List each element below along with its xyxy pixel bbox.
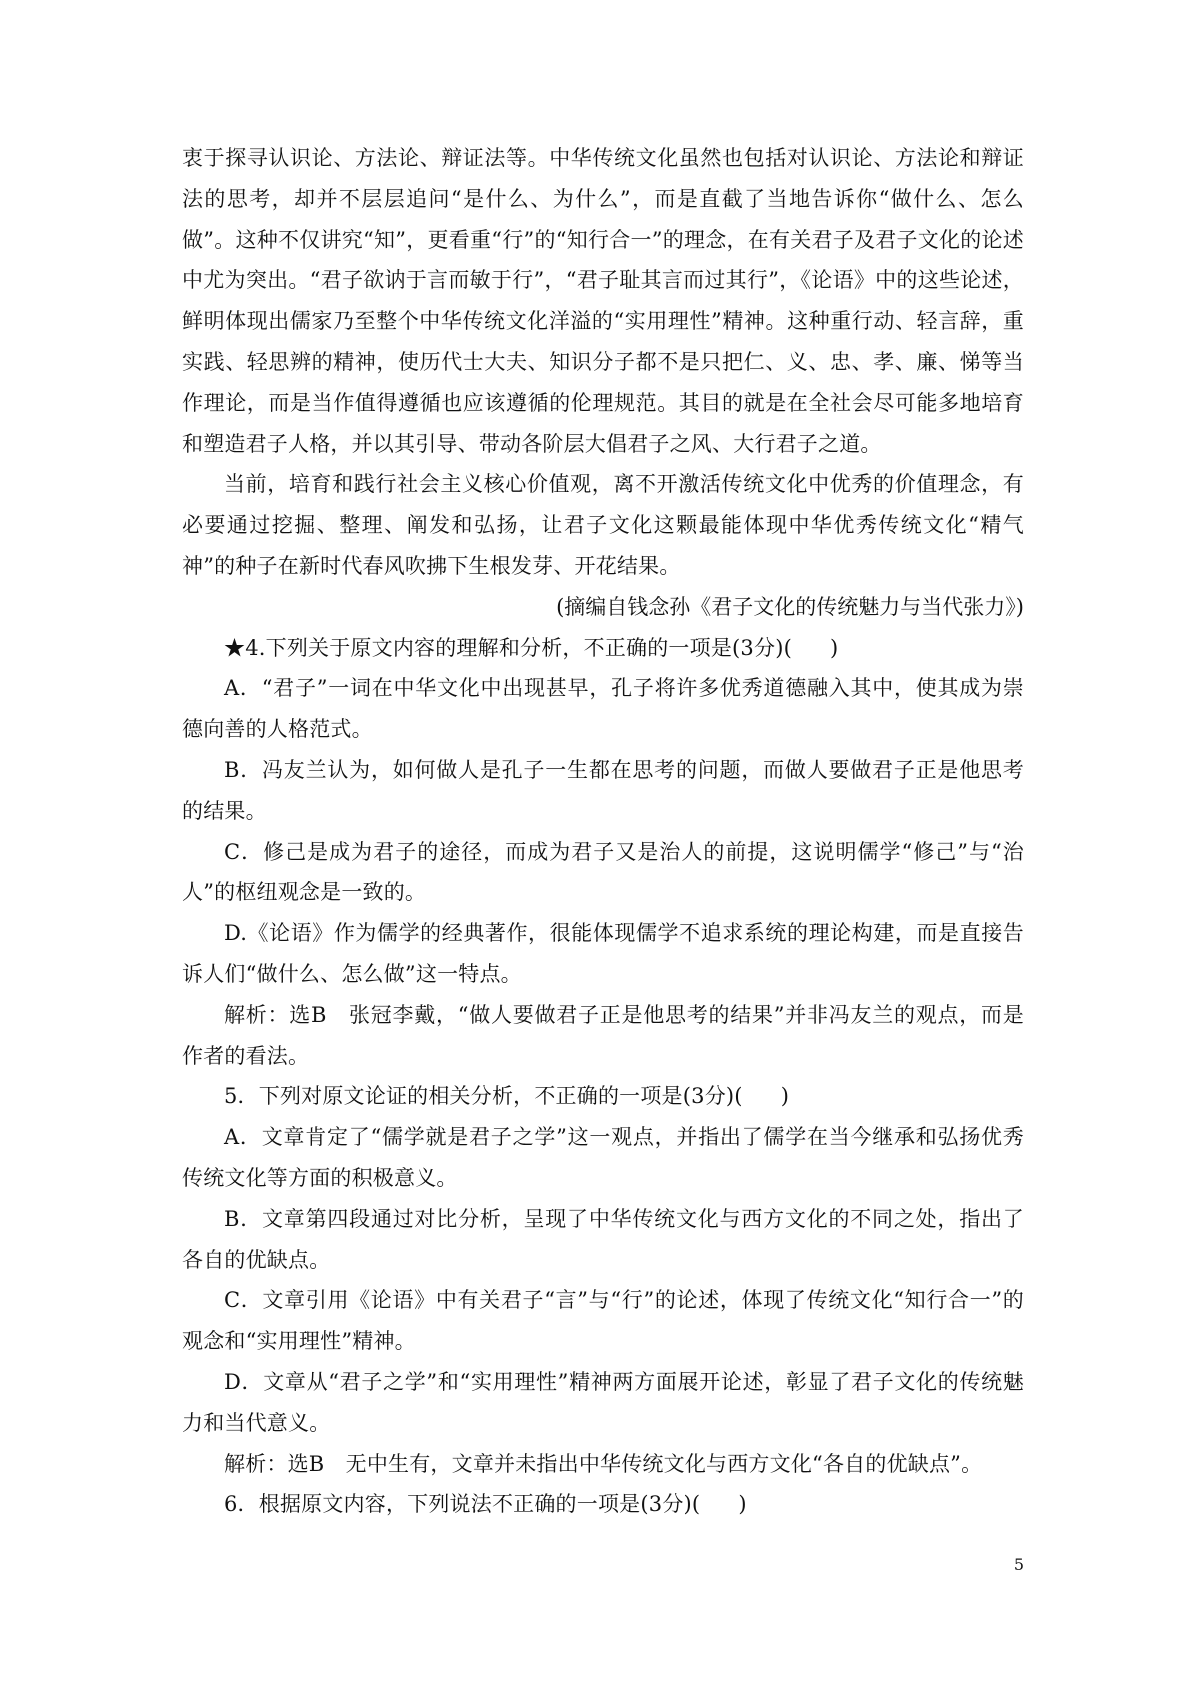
question-4-stem-text: ★4.下列关于原文内容的理解和分析，不正确的一项是(3分)( xyxy=(224,635,792,660)
question-5-option-b: B．文章第四段通过对比分析，呈现了中华传统文化与西方文化的不同之处，指出了各自的优缺点。 xyxy=(182,1206,1024,1272)
page-content xyxy=(182,138,1024,1525)
question-6-stem-text: 6．根据原文内容，下列说法不正确的一项是(3分)( xyxy=(224,1492,701,1517)
source-citation: (摘编自钱念孙《君子文化的传统魅力与当代张力》) xyxy=(556,594,1024,619)
question-4-stem-close: ) xyxy=(829,635,839,660)
question-5-stem-close: ) xyxy=(780,1084,790,1109)
question-5-analysis: 解析：选B 无中生有，文章并未指出中华传统文化与西方文化“各自的优缺点”。 xyxy=(224,1451,983,1476)
question-6-stem-close: ) xyxy=(738,1492,747,1517)
question-5-option-d: D．文章从“君子之学”和“实用理性”精神两方面展开论述，彰显了君子文化的传统魅力和当代意义。 xyxy=(182,1369,1024,1435)
question-5-stem-text: 5．下列对原文论证的相关分析，不正确的一项是(3分)( xyxy=(224,1084,743,1109)
question-4-option-a: A．“君子”一词在中华文化中出现甚早，孔子将许多优秀道德融入其中，使其成为崇德向善的人格范式。 xyxy=(182,676,1024,742)
question-4-option-d: D.《论语》作为儒学的经典著作，很能体现儒学不追求系统的理论构建，而是直接告诉人们“做什么、怎么做”这一特点。 xyxy=(182,921,1024,986)
question-4-option-c: C．修己是成为君子的途径，而成为君子又是治人的前提，这说明儒学“修己”与“治人”的枢纽观念是一致的。 xyxy=(182,839,1024,905)
question-4-option-b: B．冯友兰认为，如何做人是孔子一生都在思考的问题，而做人要做君子正是他思考的结果。 xyxy=(182,757,1024,823)
question-4-analysis: 解析：选B 张冠李戴，“做人要做君子正是他思考的结果”并非冯友兰的观点，而是作者的看法。 xyxy=(182,1002,1024,1068)
question-4-stem xyxy=(182,628,1024,669)
page-number: 5 xyxy=(1013,1555,1024,1574)
passage-paragraph-2: 当前，培育和践行社会主义核心价值观，离不开激活传统文化中优秀的价值理念，有必要通过挖掘、整理、阐发和弘扬，让君子文化这颗最能体现中华优秀传统文化“精气神”的种子在新时代春风吹拂下生根发芽、开花结果。 xyxy=(182,472,1024,578)
question-6-stem xyxy=(182,1484,1024,1525)
question-5-stem xyxy=(182,1076,1024,1117)
question-5-option-a: A．文章肯定了“儒学就是君子之学”这一观点，并指出了儒学在当今继承和弘扬优秀传统文化等方面的积极意义。 xyxy=(182,1125,1024,1190)
passage-paragraph-1: 衷于探寻认识论、方法论、辩证法等。中华传统文化虽然也包括对认识论、方法论和辩证法的思考，却并不层层追问“是什么、为什么”，而是直截了当地告诉你“做什么、怎么做”。这种不仅讲究“知”，更看重“行”的“知行合一”的理念，在有关君子及君子文化的论述中尤为突出。“君子欲讷于言而敏于行”，“君子耻其言而过其行”，《论语》中的这些论述，鲜明体现出儒家乃至整个中华传统文化洋溢的“实用理性”精神。这种重行动、轻言辞，重实践、轻思辨的精神，使历代士大夫、知识分子都不是只把仁、义、忠、孝、廉、悌等当作理论，而是当作值得遵循也应该遵循的伦理规范。其目的就是在全社会尽可能多地培育和塑造君子人格，并以其引导、带动各阶层大倡君子之风、大行君子之道。 xyxy=(182,146,1024,456)
question-5-option-c: C．文章引用《论语》中有关君子“言”与“行”的论述，体现了传统文化“知行合一”的观念和“实用理性”精神。 xyxy=(182,1288,1024,1354)
